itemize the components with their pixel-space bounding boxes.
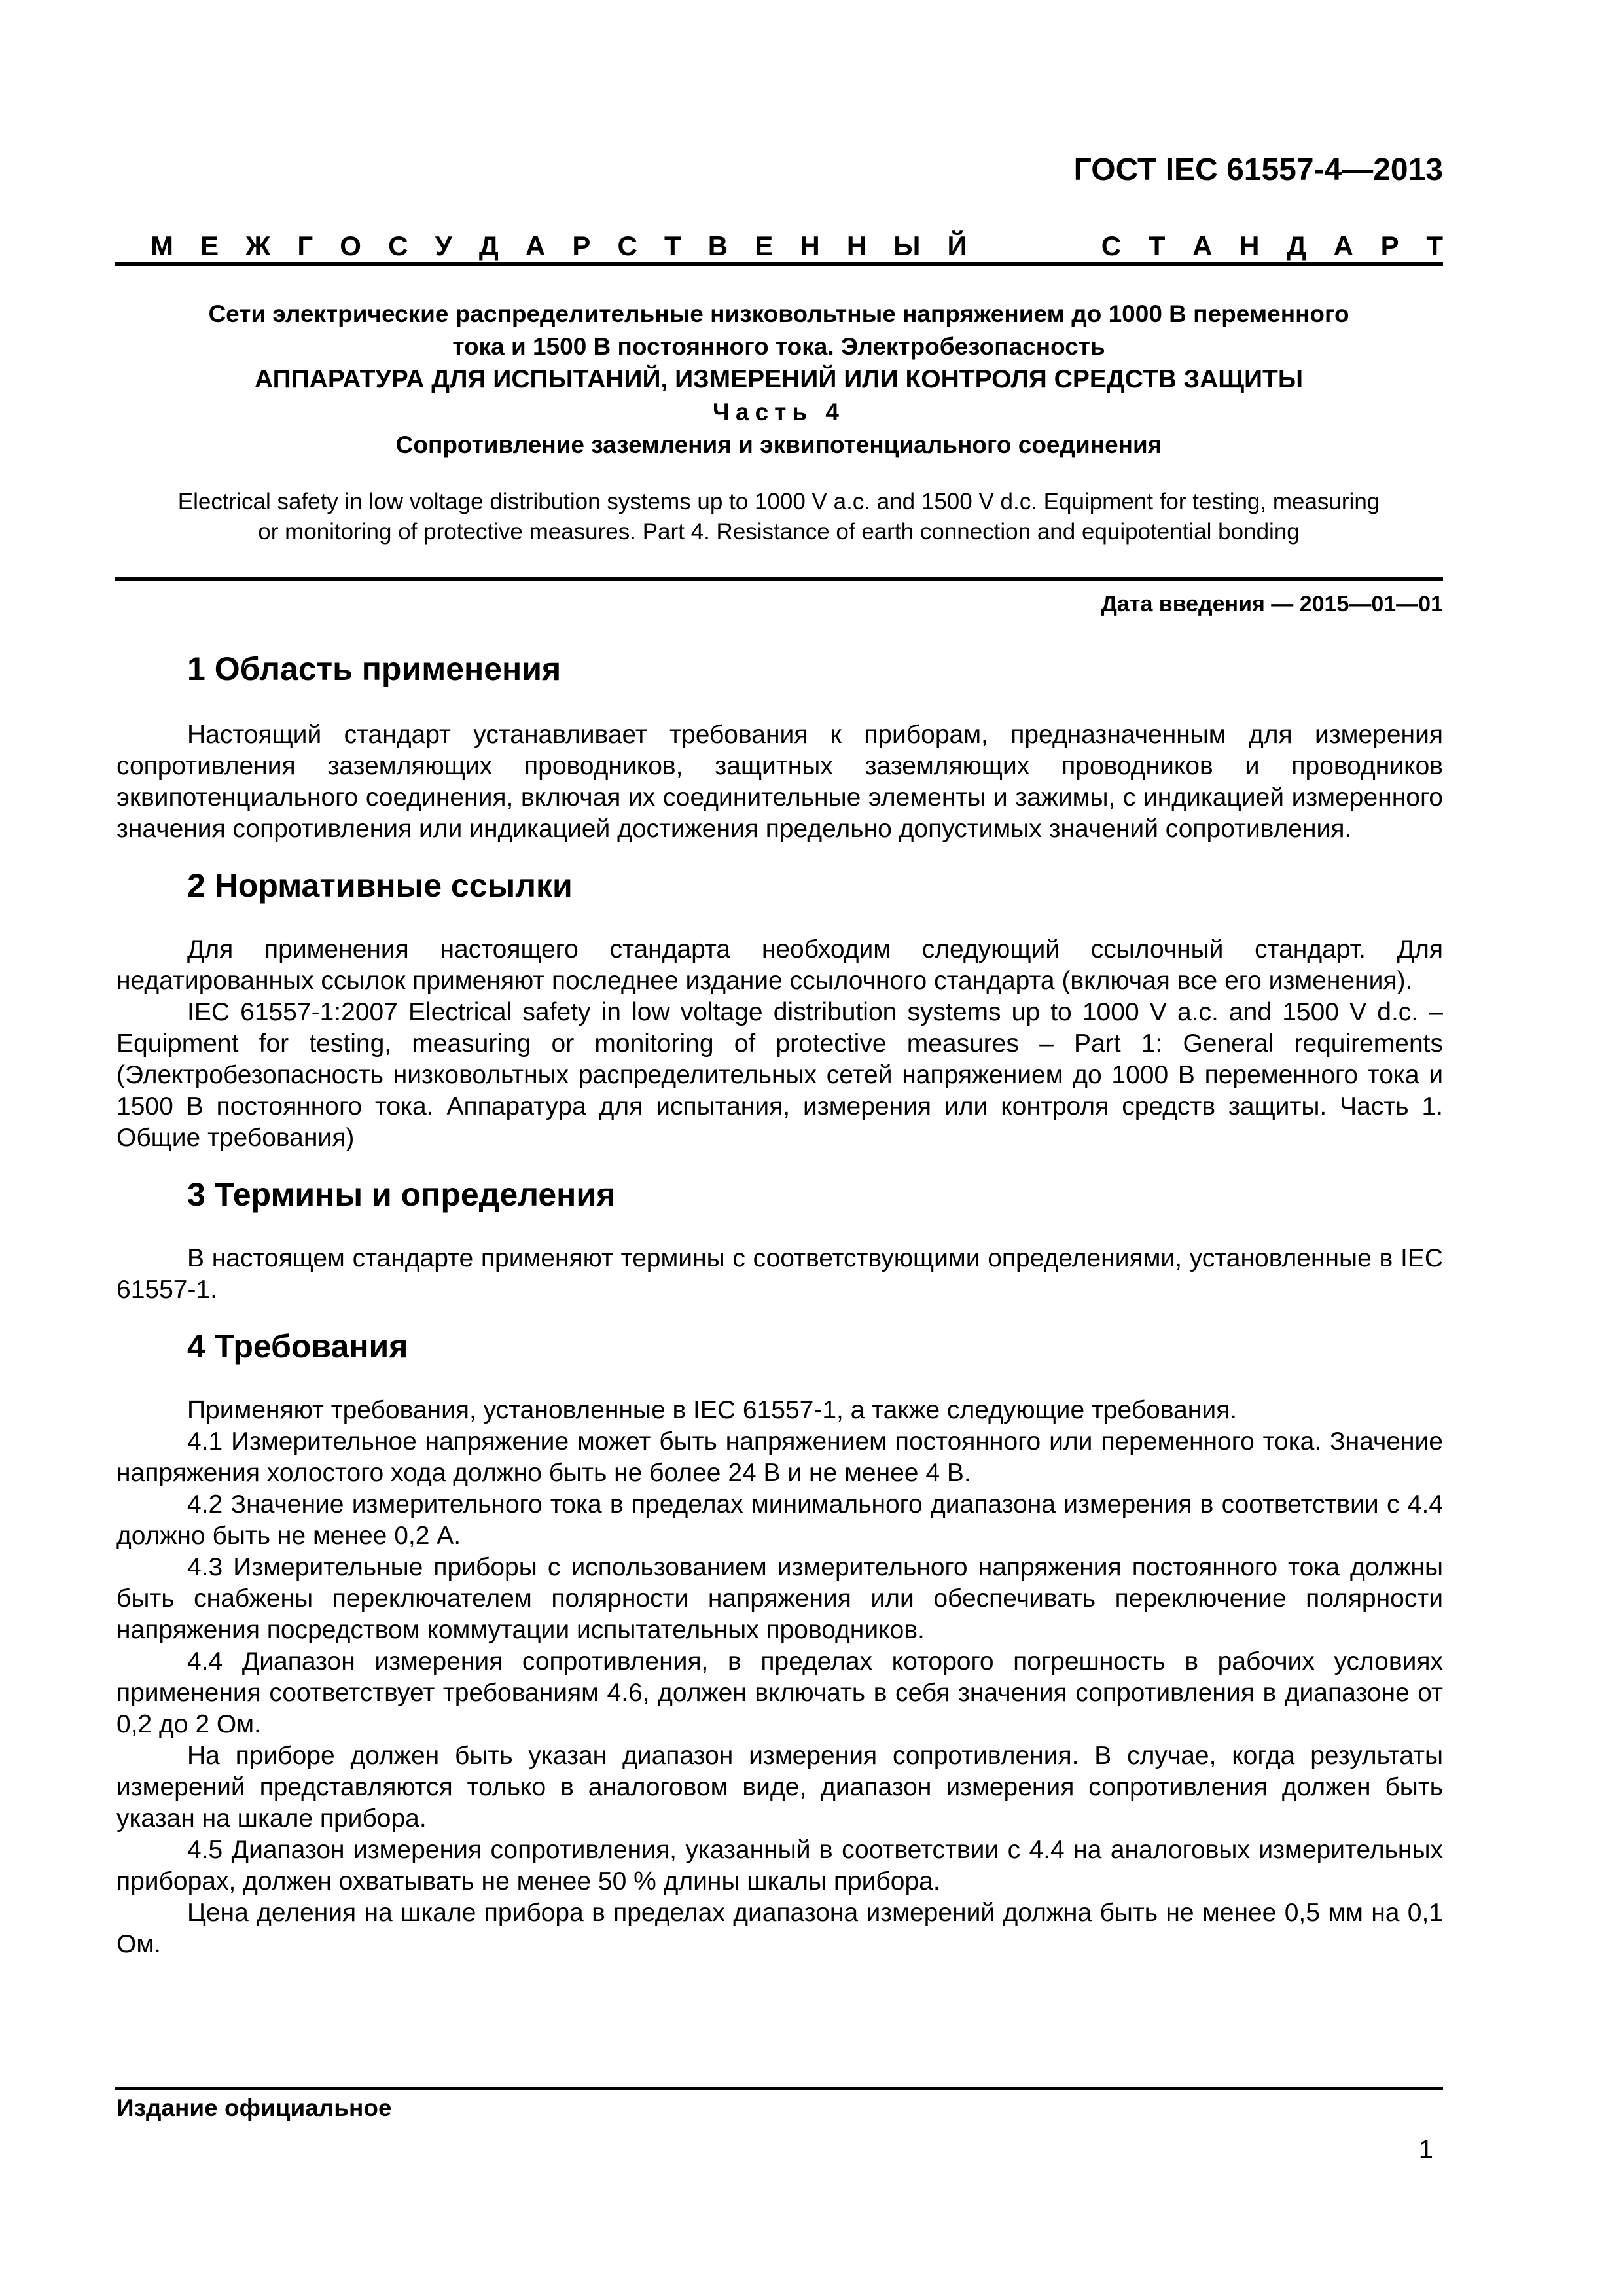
paragraph: Применяют требования, установленные в IEC 61557-1, а также следующие требования.	[187, 1396, 1238, 1424]
section-heading: 2 Нормативные ссылки	[187, 867, 573, 904]
interstate-standard-banner	[116, 226, 1443, 266]
bottom-rule	[115, 2087, 1443, 2090]
paragraph: 4.3 Измерительные приборы с использованием измерительного напряжения постоянного тока должны быть снабжены переключателем полярности напряжения или обеспечивать переключение полярности напряжения посредством коммутации испытательных проводников.	[116, 1553, 1443, 1644]
paragraph: На приборе должен быть указан диапазон измерения сопротивления. В случае, когда результаты измерений представляются только в аналоговом виде, диапазон измерения сопротивления должен быть указан на шкале прибора.	[116, 1742, 1443, 1833]
title-subtitle: Сопротивление заземления и эквипотенциального соединения	[395, 431, 1162, 458]
paragraph: 4.1 Измерительное напряжение может быть напряжением постоянного или переменного тока. Значение напряжения холостого хода должно быть не более 24 В и не менее 4 В.	[116, 1427, 1443, 1487]
document-body	[116, 648, 1443, 1960]
title-english-line: Electrical safety in low voltage distribution systems up to 1000 V a.c. and 1500 V d.c. Equipment for testing, measuring	[177, 489, 1380, 514]
title-line: тока и 1500 В постоянного тока. Электробезопасность	[452, 333, 1105, 360]
title-english	[115, 487, 1443, 547]
paragraph: 4.5 Диапазон измерения сопротивления, указанный в соответствии с 4.4 на аналоговых измерительных приборах, должен охватывать не менее 50 % длины шкалы прибора.	[116, 1836, 1443, 1895]
title-line: Сети электрические распределительные низковольтные напряжением до 1000 В переменного	[208, 300, 1349, 327]
paragraph: Цена деления на шкале прибора в пределах диапазона измерений должна быть не менее 0,5 мм на 0,1 Ом.	[116, 1899, 1443, 1958]
edition-label: Издание официальное	[116, 2094, 392, 2121]
title-english-line: or monitoring of protective measures. Part 4. Resistance of earth connection and equipotential bonding	[258, 519, 1300, 545]
title-block	[115, 298, 1443, 461]
title-part: Часть 4	[713, 399, 845, 425]
section-heading: 4 Требования	[187, 1328, 408, 1365]
middle-rule	[115, 577, 1443, 581]
section-heading: 1 Область применения	[187, 651, 562, 687]
document-number: ГОСТ IEC 61557-4—2013	[1073, 152, 1443, 187]
paragraph: Настоящий стандарт устанавливает требования к приборам, предназначенным для измерения сопротивления заземляющих проводников, защитных заземляющих проводников и проводников эквипотенциального соединения, включая их соединительные элементы и зажимы, с индикацией измеренного значения сопротивления или индикацией достижения предельно допустимых значений сопротивления.	[116, 721, 1443, 843]
paragraph: В настоящем стандарте применяют термины с соответствующими определениями, установленные в IEC 61557-1.	[116, 1244, 1443, 1304]
paragraph: 4.2 Значение измерительного тока в пределах минимального диапазона измерения в соответствии с 4.4 должно быть не менее 0,2 А.	[116, 1490, 1443, 1550]
title-main: АППАРАТУРА ДЛЯ ИСПЫТАНИЙ, ИЗМЕРЕНИЙ ИЛИ КОНТРОЛЯ СРЕДСТВ ЗАЩИТЫ	[254, 365, 1304, 393]
top-rule	[115, 262, 1443, 266]
page-number: 1	[1418, 2135, 1433, 2164]
interstate-word: М Е Ж Г О С У Д А Р С Т В Е Н Н Ы Й	[151, 230, 967, 261]
paragraph: IEC 61557-1:2007 Electrical safety in low voltage distribution systems up to 1000 V a.c. and 1500 V d.c. – Equipment for testing, measuring or monitoring of protective measures – Part 1: General requirements (Электробезопасность низковольтных распределительных сетей напряжением до 1000 В переменного тока и 1500 В постоянного тока. Аппаратура для испытания, измерения или контроля средств защиты. Часть 1. Общие требования)	[116, 998, 1443, 1152]
standard-word: С Т А Н Д А Р Т	[1101, 230, 1443, 261]
paragraph: Для применения настоящего стандарта необходим следующий ссылочный стандарт. Для недатированных ссылок применяют последнее издание ссылочного стандарта (включая все его изменения).	[116, 935, 1443, 995]
introduction-date: Дата введения — 2015—01—01	[1101, 592, 1443, 617]
section-heading: 3 Термины и определения	[187, 1176, 616, 1213]
paragraph: 4.4 Диапазон измерения сопротивления, в пределах которого погрешность в рабочих условиях применения соответствует требованиям 4.6, должен включать в себя значения сопротивления в диапазоне от 0,2 до 2 Ом.	[116, 1647, 1443, 1738]
